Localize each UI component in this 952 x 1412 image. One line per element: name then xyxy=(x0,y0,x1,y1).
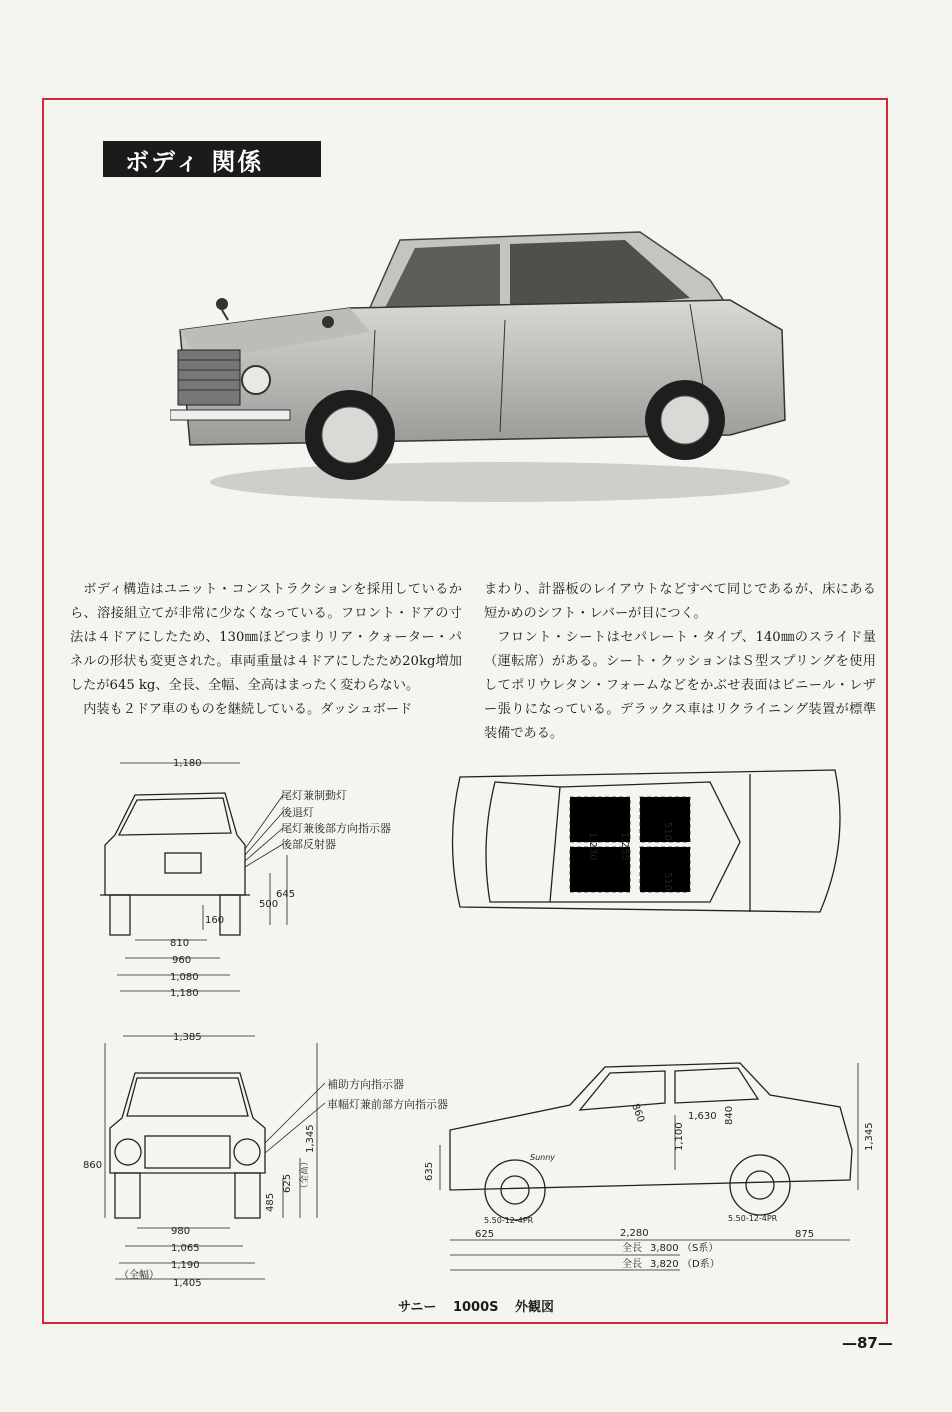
dim-label: 全長 xyxy=(622,1259,642,1270)
dim-label: 645 xyxy=(276,889,296,900)
paragraph: ボディ構造はユニット・コンストラクションを採用しているから、溶接組立てが非常に少なくなっている。フロント・ドアの寸法は４ドアにしたため、130㎜ほどつまりリア・クォーター・パネルの形状も変更された。車両重量は４ドアにしたため20kg増加したが645 kg、全長、全幅、全高はまったく変わらない。 xyxy=(70,582,462,693)
front-view-drawing xyxy=(75,1028,475,1290)
dim-label: 485 xyxy=(265,1192,276,1212)
dim-label: 1,630 xyxy=(688,1111,717,1122)
part-label: 車幅灯兼前部方向指示器 xyxy=(327,1098,448,1111)
part-label: 後退灯 xyxy=(281,806,314,819)
dim-label: 1,180 xyxy=(170,988,199,999)
dim-label: 1,345 xyxy=(305,1124,316,1153)
dim-label: 2,280 xyxy=(620,1228,649,1239)
dim-label: 1,230 xyxy=(587,832,598,861)
dim-label: 1,100 xyxy=(674,1122,685,1151)
dim-label: 3,820 xyxy=(650,1259,679,1270)
paragraph: フロント・シートはセパレート・タイプ、140㎜のスライド量（運転席）がある。シート・クッションはＳ型スプリングを使用してポリウレタン・フォームなどをかぶせ表面はビニール・レザー張りになっている。デラックス車はリクライニング装置が標準装備である。 xyxy=(484,630,876,741)
dim-label: 3,800 xyxy=(650,1243,679,1254)
dim-label: （S系） xyxy=(682,1243,719,1254)
dim-label: 全長 xyxy=(622,1243,642,1254)
dim-label: 860 xyxy=(83,1160,103,1171)
rear-view-drawing xyxy=(95,755,415,1000)
dim-label: 980 xyxy=(171,1226,191,1237)
paragraph: 内装も２ドア車のものを継続している。ダッシュボード xyxy=(83,702,413,717)
badge-label: Sunny xyxy=(530,1153,556,1162)
dim-label: 960 xyxy=(172,955,192,966)
dim-label: 500 xyxy=(259,899,279,910)
side-view-drawing xyxy=(420,1055,880,1283)
dim-label: 510 xyxy=(662,822,673,842)
car-photo xyxy=(170,220,800,510)
dim-label: 1,345 xyxy=(864,1122,875,1151)
dim-label: （D系） xyxy=(682,1259,720,1270)
dim-label: 625 xyxy=(282,1173,293,1193)
dim-label: 810 xyxy=(170,938,190,949)
page-number: —87— xyxy=(842,1334,893,1352)
part-label: 尾灯兼制動灯 xyxy=(281,789,347,802)
dim-label: 1,065 xyxy=(171,1243,200,1254)
dim-label: 1,190 xyxy=(171,1260,200,1271)
dim-label: 1,255 xyxy=(619,832,630,861)
section-title: ボディ 関係 xyxy=(103,141,321,177)
tire-label: 5.50-12-4PR xyxy=(484,1216,534,1225)
dim-label: 625 xyxy=(475,1229,495,1240)
dim-label: 160 xyxy=(205,915,225,926)
figure-caption: サニー 1000S 外観図 xyxy=(397,1300,555,1315)
dim-label: 860 xyxy=(629,1102,647,1124)
part-label: 後部反射器 xyxy=(281,838,336,851)
part-label: 補助方向指示器 xyxy=(327,1078,404,1091)
dim-label: 510 xyxy=(662,872,673,892)
dim-label: 1,180 xyxy=(173,758,202,769)
top-view-drawing xyxy=(440,762,855,922)
dim-label: 840 xyxy=(724,1105,735,1125)
dim-label: 875 xyxy=(795,1229,815,1240)
tire-label: 5.50-12-4PR xyxy=(728,1214,778,1223)
body-text-right xyxy=(484,578,876,746)
dim-label: 1,385 xyxy=(173,1032,202,1043)
dim-label: （全高） xyxy=(300,1156,310,1193)
paragraph: まわり、計器板のレイアウトなどすべて同じであるが、床にある短かめのシフト・レバーが目につく。 xyxy=(484,582,876,621)
body-text-left xyxy=(70,578,462,722)
dim-label: 635 xyxy=(424,1161,435,1181)
dim-label: 1,080 xyxy=(170,972,199,983)
part-label: 尾灯兼後部方向指示器 xyxy=(281,822,391,835)
dim-label: （全幅） xyxy=(119,1270,159,1281)
dim-label: 1,405 xyxy=(173,1278,202,1289)
